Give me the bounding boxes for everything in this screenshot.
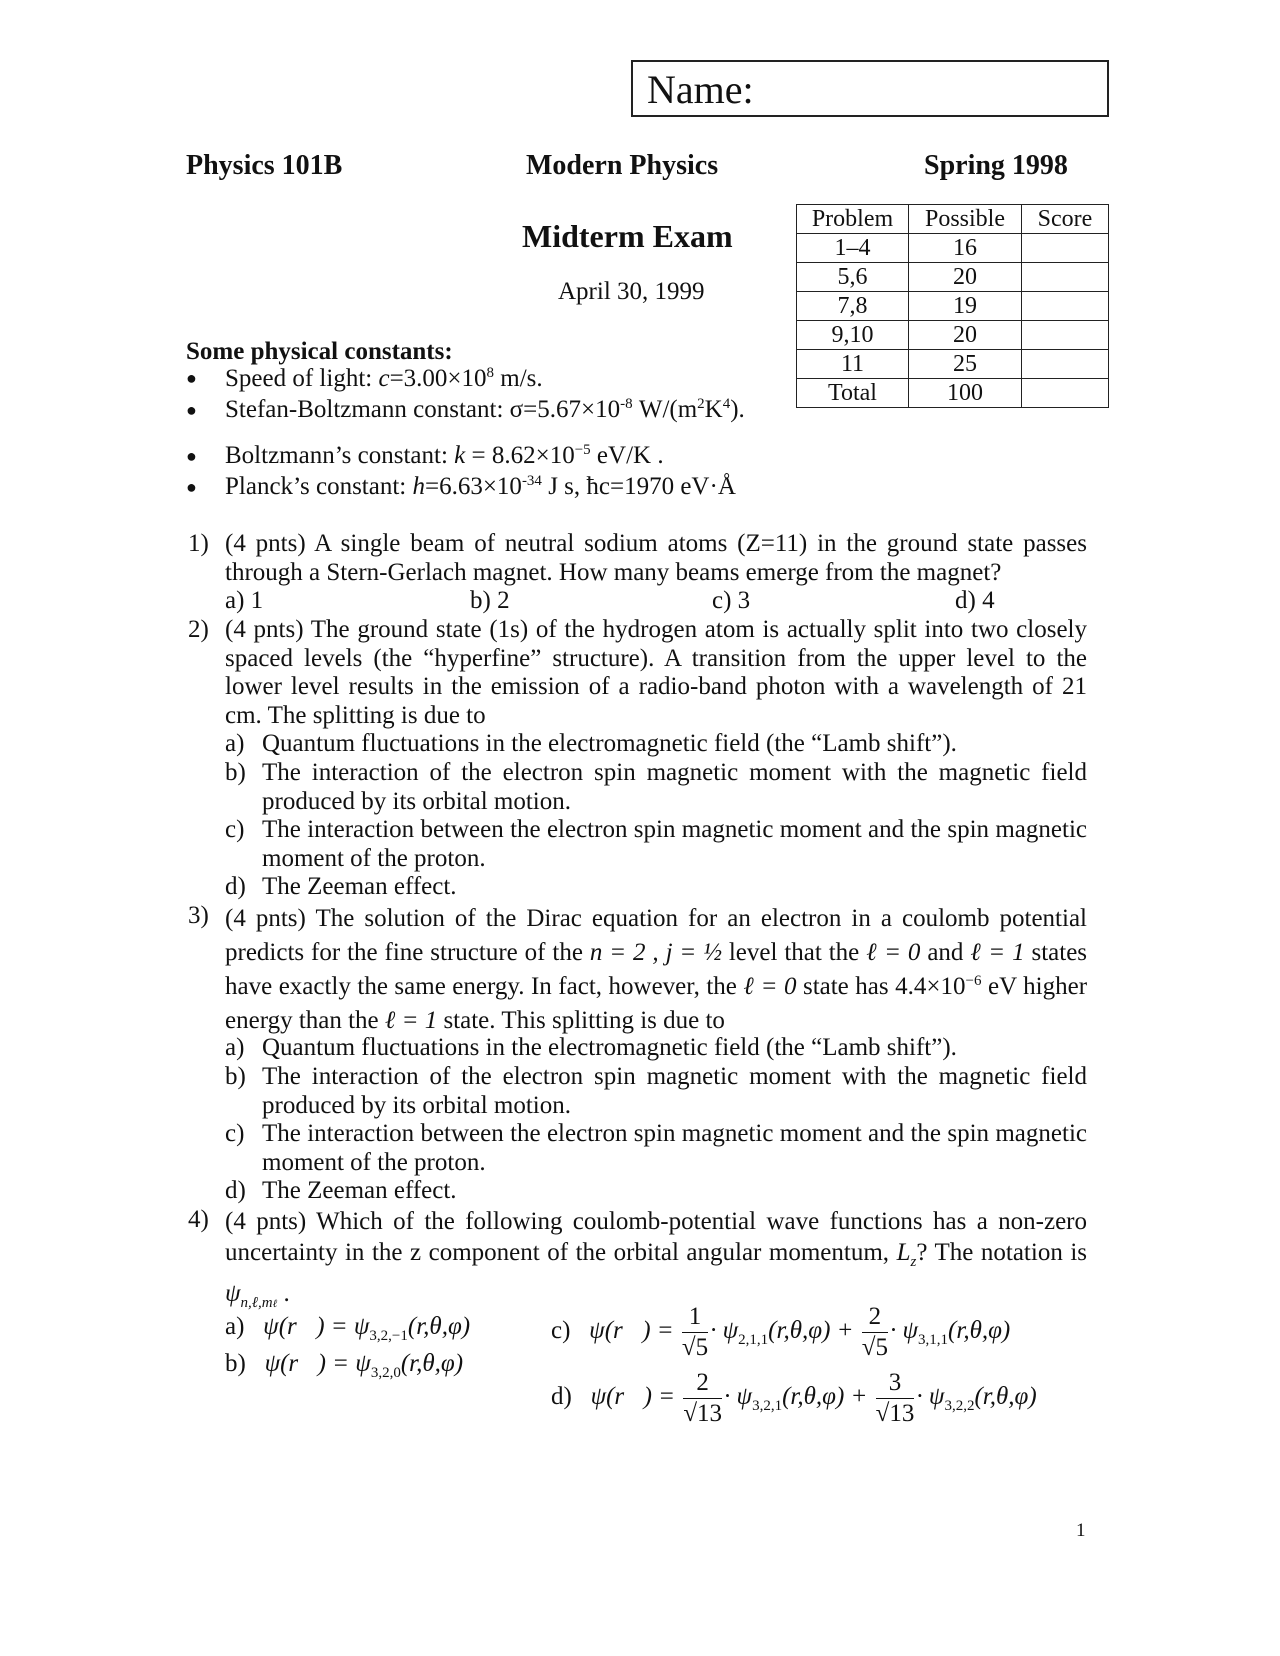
q1-option-d: d) 4 (955, 587, 995, 614)
q2-option-d-letter: d) (225, 873, 246, 900)
problem-cell: 11 (797, 350, 909, 379)
q3-option-c: The interaction between the electron spin magnetic moment and the spin magnetic moment of the proton. (262, 1120, 1087, 1176)
q3-option-a-letter: a) (225, 1034, 245, 1061)
page-number: 1 (1076, 1520, 1086, 1541)
constant-speed-of-light: Speed of light: $c=3.00\times 10^8$ m/s. (225, 365, 543, 392)
q3-option-d: The Zeeman effect. (262, 1177, 457, 1204)
problem-cell: 9,10 (797, 321, 909, 350)
table-row (797, 379, 1109, 408)
question-2-number: 2) (188, 616, 209, 643)
q2-option-b-letter: b) (225, 759, 246, 786)
col-header-problem: Problem (797, 205, 909, 234)
q3-option-b-letter: b) (225, 1063, 246, 1090)
q1-option-a: a) 1 (225, 587, 264, 614)
q4-option-d: d) ψ(r⃗) = $\frac{2}{√13}$ · $\psi_{3,2,1}(r,\theta,\varphi)$ + $\frac{3}{√13}$ · $\psi_{3,2,2}(r,\theta,\varphi)$ (551, 1369, 1037, 1427)
problem-cell: 7,8 (797, 292, 909, 321)
problem-cell: Total (797, 379, 909, 408)
score-cell[interactable] (1022, 292, 1109, 321)
question-1-number: 1) (188, 530, 209, 557)
q2-option-b: The interaction of the electron spin magnetic moment with the magnetic field produced by its orbital motion. (262, 759, 1087, 815)
q3-option-c-letter: c) (225, 1120, 245, 1147)
possible-cell: 100 (909, 379, 1022, 408)
table-row (797, 263, 1109, 292)
possible-cell: 20 (909, 321, 1022, 350)
constant-boltzmann: Boltzmann’s constant: $k = 8.62\times 10^{-5}$ eV/K . (225, 442, 664, 469)
constant-stefan-boltzmann: Stefan-Boltzmann constant: $\sigma=5.67\times 10^{-8}$ $W/(m^2K^4)$. (225, 396, 745, 423)
problem-cell: 1–4 (797, 234, 909, 263)
bullet-icon: ● (186, 446, 197, 466)
score-cell[interactable] (1022, 263, 1109, 292)
score-cell[interactable] (1022, 234, 1109, 263)
constant-planck: Planck’s constant: $h=6.63\times 10^{-34}$ J s, ħc=1970 eV·Å (225, 473, 736, 500)
q1-option-b: b) 2 (470, 587, 510, 614)
q4-option-b: b) ψ(r⃗) = $\psi_{3,2,0}(r,\theta,\varphi)$ (225, 1350, 464, 1381)
q4-option-c: c) ψ(r⃗) = $\frac{1}{√5}$ · $\psi_{2,1,1}(r,\theta,\varphi)$ + $\frac{2}{√5}$ · $\psi_{3,1,1}(r,\theta,\varphi)$ (551, 1303, 1011, 1361)
col-header-score: Score (1022, 205, 1109, 234)
question-4-number: 4) (188, 1206, 209, 1233)
possible-cell: 19 (909, 292, 1022, 321)
exam-date: April 30, 1999 (558, 278, 705, 305)
bullet-icon: ● (186, 477, 197, 497)
fraction: $\frac{1}{√5}$ (681, 1303, 709, 1361)
table-row (797, 234, 1109, 263)
course-title: Physics 101B (186, 150, 343, 181)
score-cell[interactable] (1022, 350, 1109, 379)
score-cell[interactable] (1022, 379, 1109, 408)
question-2-text: (4 pnts) The ground state (1s) of the hydrogen atom is actually split into two closely spaced levels (the “hyperfine” structure). A transition from the upper level to the lower level results in the emission of a radio-band photon with a wavelength of 21 cm. The splitting is due to (225, 616, 1087, 729)
fraction: $\frac{2}{√13}$ (683, 1369, 723, 1427)
q2-option-c: The interaction between the electron spin magnetic moment and the spin magnetic moment of the proton. (262, 816, 1087, 872)
table-row (797, 321, 1109, 350)
table-row (797, 350, 1109, 379)
possible-cell: 16 (909, 234, 1022, 263)
score-cell[interactable] (1022, 321, 1109, 350)
col-header-possible: Possible (909, 205, 1022, 234)
fraction: $\frac{3}{√13}$ (875, 1369, 915, 1427)
name-label: Name: (647, 67, 754, 112)
bullet-icon: ● (186, 368, 197, 388)
question-3-number: 3) (188, 902, 209, 929)
question-4-text: (4 pnts) Which of the following coulomb-potential wave functions has a non-zero uncertainty in the z component of the orbital angular momentum, $L_z$? The notation is $\psi_{n,\ell,m\ell}$ . (225, 1208, 1088, 1311)
q3-option-a: Quantum fluctuations in the electromagnetic field (the “Lamb shift”). (262, 1034, 957, 1061)
q1-option-c: c) 3 (712, 587, 751, 614)
problem-cell: 5,6 (797, 263, 909, 292)
constants-heading: Some physical constants: (186, 338, 453, 365)
possible-cell: 25 (909, 350, 1022, 379)
table-row (797, 292, 1109, 321)
fraction: $\frac{2}{√5}$ (861, 1303, 888, 1361)
q3-option-b: The interaction of the electron spin magnetic moment with the magnetic field produced by its orbital motion. (262, 1063, 1087, 1119)
q4-option-a: a) ψ(r⃗) = $\psi_{3,2,-1}(r,\theta,\varphi)$ (225, 1313, 471, 1344)
score-table (796, 204, 1109, 408)
possible-cell: 20 (909, 263, 1022, 292)
q2-option-d: The Zeeman effect. (262, 873, 457, 900)
bullet-icon: ● (186, 400, 197, 420)
subject-title: Modern Physics (526, 150, 719, 181)
name-field[interactable] (631, 60, 1109, 117)
q2-option-a: Quantum fluctuations in the electromagnetic field (the “Lamb shift”). (262, 730, 957, 757)
exam-title: Midterm Exam (522, 218, 733, 254)
q3-option-d-letter: d) (225, 1177, 246, 1204)
q2-option-c-letter: c) (225, 816, 245, 843)
question-3-text: (4 pnts) The solution of the Dirac equation for an electron in a coulomb potential predicts for the fine structure of the n = 2 , j = ½ level that the ℓ = 0 and ℓ = 1 states have exactly the same energy. In fact, however, the ℓ = 0 state has $4.4\times 10^{-6}$ eV higher energy than the ℓ = 1 state. This splitting is due to (225, 905, 1088, 1034)
term: Spring 1998 (924, 150, 1068, 181)
table-header-row (797, 205, 1109, 234)
q2-option-a-letter: a) (225, 730, 245, 757)
question-1-text: (4 pnts) A single beam of neutral sodium atoms (Z=11) in the ground state passes through a Stern-Gerlach magnet. How many beams emerge from the magnet? (225, 530, 1087, 586)
